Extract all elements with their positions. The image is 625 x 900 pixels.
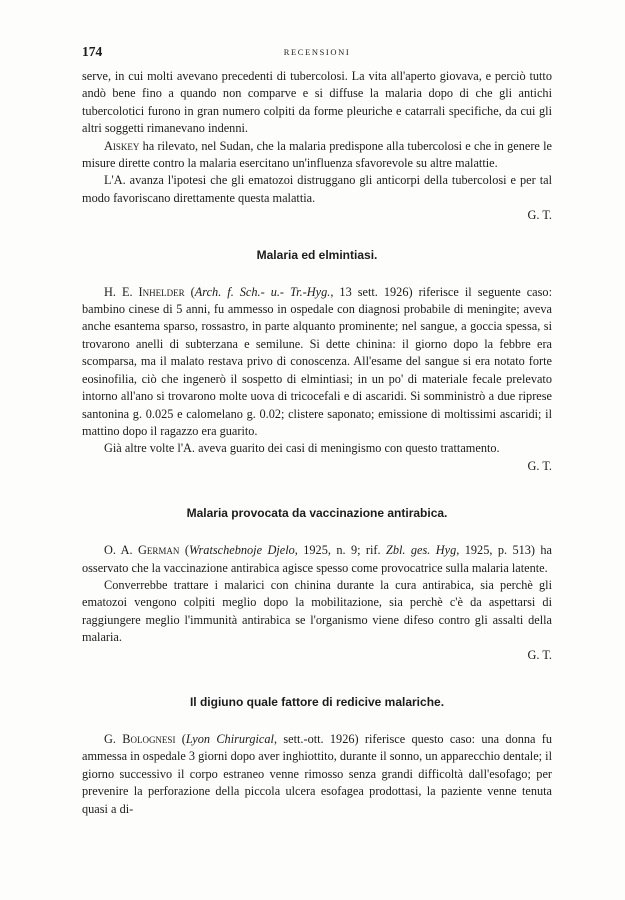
section-title-malaria-elmintiasi: Malaria ed elmintiasi. bbox=[256, 247, 378, 262]
section1-paragraph-2: Già altre volte l'A. aveva guarito dei casi di meningismo con questo trattamento. bbox=[104, 441, 500, 456]
spacer bbox=[82, 475, 552, 505]
paragraph-text: , 13 sett. 1926) riferisce il seguente caso: bambino cinese di 5 anni, fu ammesso in ospedale con diagnosi probabile di meningite; aveva anche esantema sparso, rossastro, in parte alquanto prominente; nel sangue, a goccia spessa, si trovarono anelli di subterzana e semilune. Si dette chinina: il giorno dopo la febbre era scomparsa, ma il malato restava privo di conoscenza. All'esame del sangue si era notato forte eosinofilia, ciò che ingenerò il sospetto di elmintiasi; in un po' di materiale fecale prelevato intorno all'ano si trovarono molte uova di tricocefali e di ascaridi. Si somministrò a due riprese santonina g. 0.025 e calomelano g. 0.02; clistere saponato; emissione di moltissimi ascaridi; il mattino dopo il ragazzo era guarito. bbox=[82, 284, 552, 438]
journal-title: Wratschebnoje Djelo bbox=[188, 543, 295, 558]
author-name: G. Bolognesi bbox=[104, 731, 176, 746]
journal-title: Lyon Chirurgical bbox=[185, 731, 274, 746]
spacer bbox=[82, 711, 552, 731]
author-name: O. A. German bbox=[104, 543, 180, 558]
paragraph-text: ha rilevato, nel Sudan, che la malaria predispone alla tubercolosi e che in genere le misure dirette contro la malaria esercitano un'influenza sfavorevole su altre malattie. bbox=[82, 138, 552, 171]
spacer bbox=[82, 664, 552, 694]
paren: ( bbox=[179, 543, 189, 558]
intro-paragraph-1: serve, in cui molti avevano precedenti di tubercolosi. La vita all'aperto giovava, e perciò tutto andò bene fino a quando non comparve e si diffuse la malaria dopo di che gli antichi tubercolotici furono in gran numero colpiti da forme pleuriche e catarrali specifiche, da cui gli altri soggetti rimanevano indenni. bbox=[82, 69, 552, 136]
section3-paragraph-1 bbox=[82, 731, 552, 818]
paragraph-text: , 1925, p. 513) ha osservato che la vaccinazione antirabica agisce spesso come provocatrice sulla malaria latente. bbox=[82, 543, 552, 575]
paragraph-text: , sett.-ott. 1926) riferisce questo caso: una donna fu ammessa in ospedale 3 giorni dopo aver inghiottito, durante il sonno, un apparecchio dentale; il giorno successivo il corpo estraneo venne rimosso senza grandi difficoltà dall'esofago; per prevenire la perforazione della piccola ulcera esofagea prodottasi, la paziente venne tenuta quasi a di- bbox=[82, 731, 553, 816]
author-name: Aiskey bbox=[104, 138, 140, 153]
spacer bbox=[82, 522, 552, 542]
section2-paragraph-2: Converrebbe trattare i malarici con chinina durante la cura antirabica, sia perchè gli ematozoi vengono colpiti meglio dopo la mobilitazione, sia perchè c'è da aspettarsi di raggiungere meglio l'immunità antirabica se l'organismo viene difeso contro gli assalti della malaria. bbox=[82, 577, 552, 645]
section2-paragraph-1 bbox=[82, 542, 552, 577]
section-title-digiuno-recidive: Il digiuno quale fattore di redicive malariche. bbox=[189, 694, 445, 709]
spacer bbox=[82, 264, 552, 284]
signature: G. T. bbox=[527, 458, 552, 473]
journal-title: Arch. f. Sch.- u.- Tr.-Hyg. bbox=[194, 284, 331, 299]
page-number: 174 bbox=[82, 44, 103, 59]
spacer bbox=[82, 225, 552, 247]
paren: ( bbox=[175, 731, 186, 746]
page-body bbox=[82, 68, 552, 818]
section-title-vaccinazione-antirabica: Malaria provocata da vaccinazione antirabica. bbox=[186, 506, 448, 521]
paren: ( bbox=[184, 284, 195, 299]
intro-paragraph-2 bbox=[82, 138, 552, 173]
author-name: H. E. Inhelder bbox=[104, 284, 185, 299]
journal-title: Zbl. ges. Hyg bbox=[386, 543, 457, 558]
page-header bbox=[82, 44, 552, 60]
paragraph-text: , 1925, n. 9; rif. bbox=[294, 543, 387, 558]
running-head: RECENSIONI bbox=[283, 47, 351, 57]
signature: G. T. bbox=[527, 647, 552, 662]
intro-paragraph-3: L'A. avanza l'ipotesi che gli ematozoi distruggano gli anticorpi della tubercolosi e per tal modo favoriscano direttamente questa malattia. bbox=[82, 173, 552, 205]
signature: G. T. bbox=[527, 208, 552, 223]
section1-paragraph-1 bbox=[82, 284, 552, 441]
